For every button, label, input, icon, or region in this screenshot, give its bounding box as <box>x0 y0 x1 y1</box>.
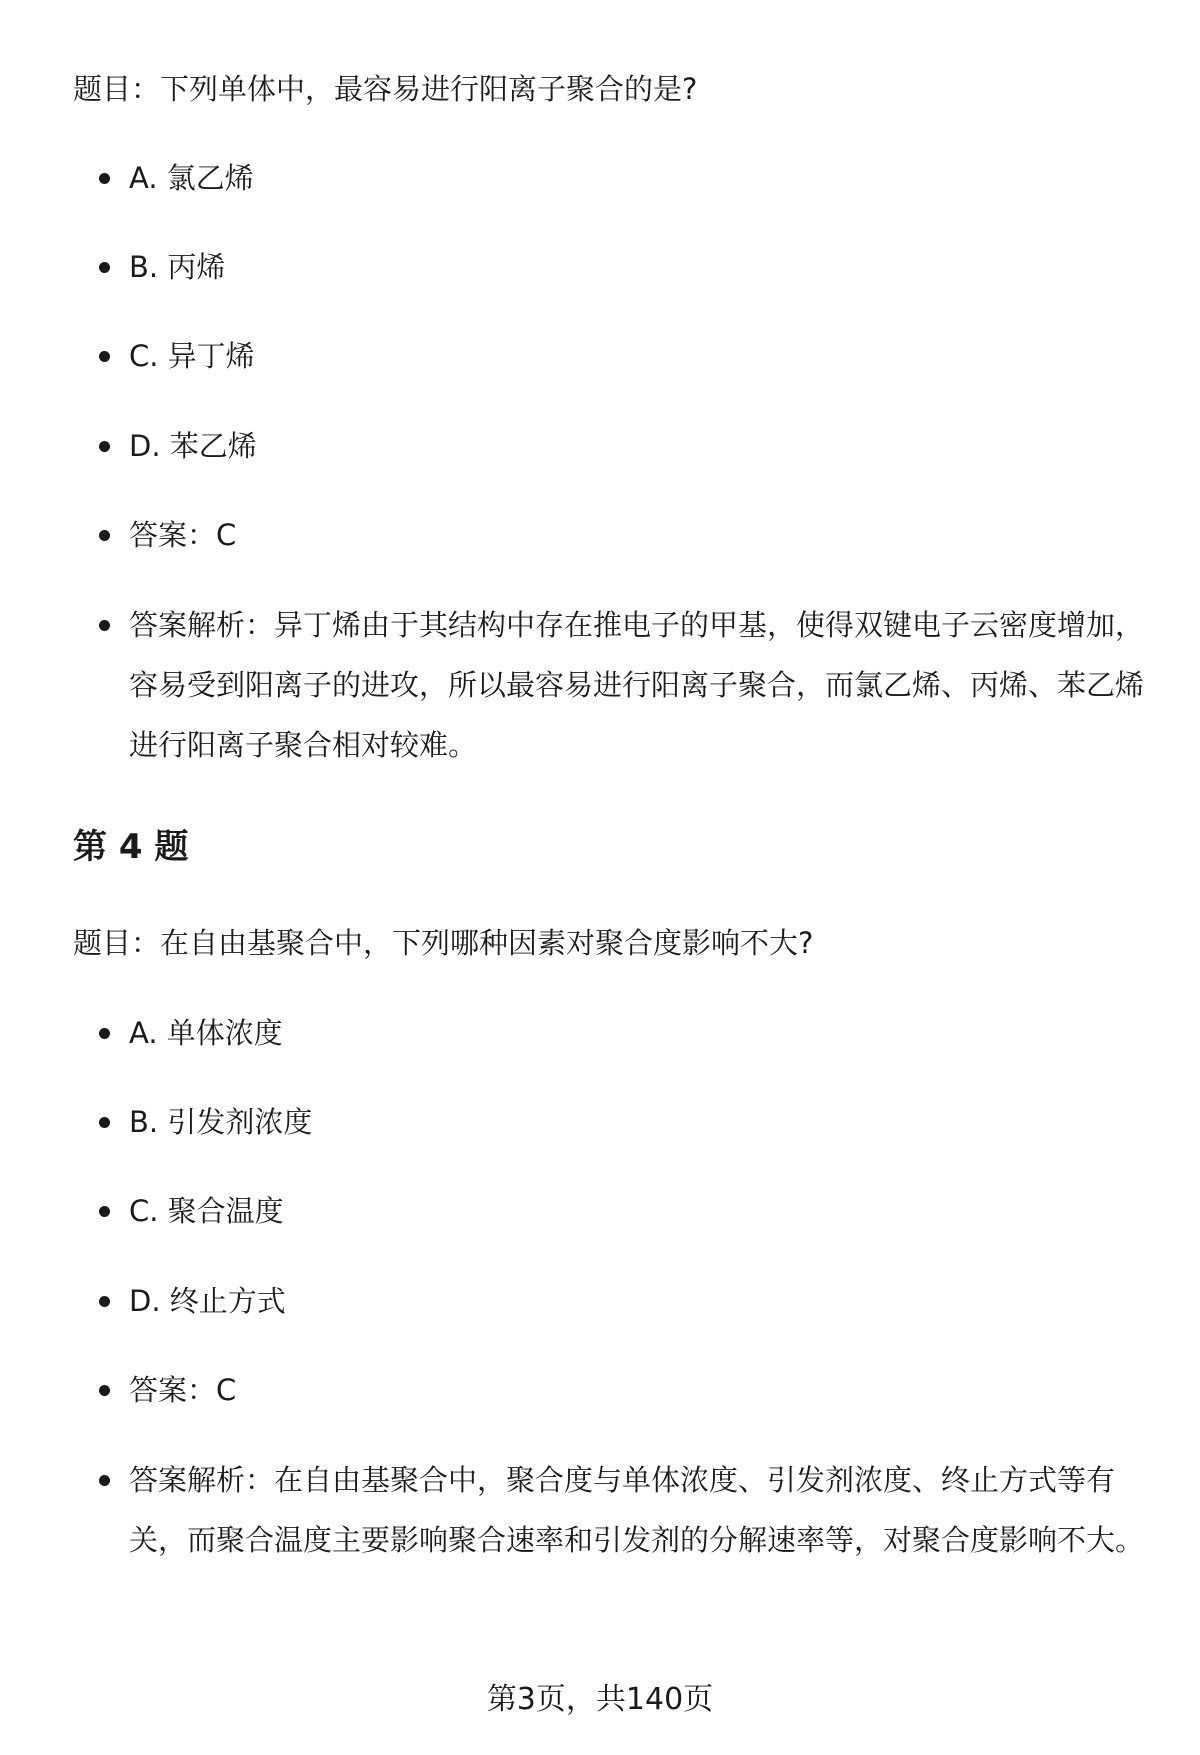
option-b: B. 丙烯 <box>129 237 1159 297</box>
option-d: D. 苯乙烯 <box>129 416 1159 476</box>
explanation-paragraph: 答案解析：异丁烯由于其结构中存在推电子的甲基，使得双键电子云密度增加，容易受到阳离子的进攻，所以最容易进行阳离子聚合，而氯乙烯、丙烯、苯乙烯进行阳离子聚合相对较难。 <box>129 595 1159 775</box>
option-d: D. 终止方式 <box>129 1271 1159 1331</box>
explanation-paragraph: 答案解析：在自由基聚合中，聚合度与单体浓度、引发剂浓度、终止方式等有关，而聚合温度主要影响聚合速率和引发剂的分解速率等，对聚合度影响不大。 <box>129 1450 1159 1570</box>
question-4-heading: 第 4 题 <box>73 827 189 867</box>
answer-line: 答案：C <box>129 1360 1159 1420</box>
answer-line: 答案：C <box>129 505 1159 565</box>
question-4-text: 题目：在自由基聚合中，下列哪种因素对聚合度影响不大? <box>73 926 814 960</box>
question-3-text: 题目：下列单体中，最容易进行阳离子聚合的是? <box>73 72 698 106</box>
option-c: C. 异丁烯 <box>129 326 1159 386</box>
option-b: B. 引发剂浓度 <box>129 1092 1159 1152</box>
option-a: A. 氯乙烯 <box>129 148 1159 208</box>
option-a: A. 单体浓度 <box>129 1003 1159 1063</box>
page-number-footer: 第3页，共140页 <box>486 1682 714 1717</box>
option-c: C. 聚合温度 <box>129 1181 1159 1241</box>
